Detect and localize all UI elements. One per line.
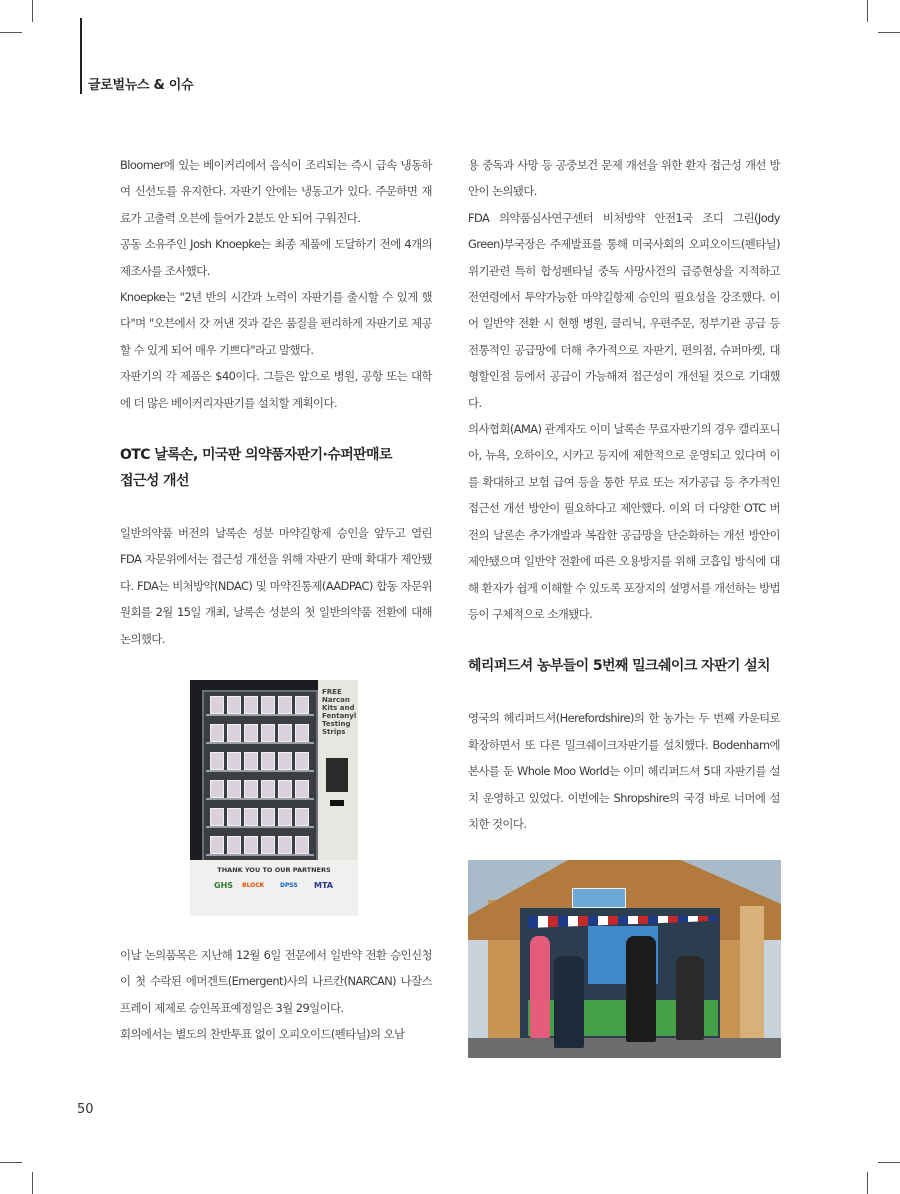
shelf (206, 714, 314, 716)
product-box (261, 696, 275, 714)
product-box (210, 752, 224, 770)
kiosk-post (740, 906, 764, 1038)
product-box (210, 836, 224, 854)
partner-logo: BLOCK (242, 882, 265, 889)
product-box (244, 752, 258, 770)
product-box (295, 808, 309, 826)
product-box (278, 724, 292, 742)
product-box (227, 696, 241, 714)
product-box (261, 724, 275, 742)
paragraph: 일반의약품 버전의 날록손 성분 마약길항제 승인을 앞두고 열린 FDA 자문위에서는 접근성 개선을 위해 자판기 판매 확대가 제안됐다. FDA는 비처방약(NDAC) 및 마약진통제(AADPAC) 합동 자문위원회를 2월 15일 개최, 날록손 성분의 첫 일반의약품 전환에 대해 논의했다. (120, 526, 432, 646)
partner-logo: GHS (214, 881, 234, 890)
product-box (295, 724, 309, 742)
left-column-continued (120, 942, 432, 1048)
partner-logo: DPSS (280, 882, 298, 889)
product-box (227, 808, 241, 826)
section-heading (120, 442, 432, 494)
product-box (295, 696, 309, 714)
page-number: 50 (77, 1102, 94, 1117)
naloxone-vending-machine-photo (190, 680, 358, 916)
header-bar (80, 18, 82, 94)
product-box (278, 696, 292, 714)
person (626, 936, 656, 1042)
shelf (206, 770, 314, 772)
heading-line: OTC 날록손, 미국판 의약품자판기·슈퍼판매로 (120, 447, 392, 464)
crop-mark (878, 1162, 900, 1163)
crop-mark (32, 0, 33, 22)
paragraph: 공동 소유주인 Josh Knoepke는 최종 제품에 도달하기 전에 4개의 제조사를 조사했다. (120, 237, 432, 278)
heading-line: 접근성 개선 (120, 473, 189, 490)
paragraph: 용 중독과 사망 등 공중보건 문제 개선을 위한 환자 접근성 개선 방안이 논의됐다. (468, 158, 780, 199)
crop-mark (0, 32, 22, 33)
section-title: 글로벌뉴스 & 이슈 (88, 78, 194, 93)
product-box (278, 808, 292, 826)
product-box (278, 752, 292, 770)
product-box (210, 780, 224, 798)
person (676, 956, 704, 1040)
shelf (206, 826, 314, 828)
partner-logo: MTA (314, 881, 333, 890)
kiosk-sign (572, 888, 626, 908)
shelf (206, 742, 314, 744)
paragraph: FDA 의약품심사연구센터 비처방약 안전1국 조디 그린(Jody Green)부국장은 주제발표를 통해 미국사회의 오피오이드(펜타닐) 위기관련 특히 합성펜타닐 중독 사망사건의 급증현상을 지적하고 전연령에서 투약가능한 마약길항제 승인의 필요성을 강조했다. 이어 일반약 전환 시 현행 병원, 클리닉, 우편주문, 정부기관 공급 등 전통적인 공급망에 더해 추가적으로 자판기, 편의점, 슈퍼마켓, 대형할인점 등에서 공급이 가능해져 접근성이 개선될 것으로 기대했다. (468, 210, 780, 410)
product-box (244, 836, 258, 854)
section-heading: 헤리퍼드셔 농부들이 5번째 밀크쉐이크 자판기 설치 (468, 658, 770, 675)
paragraph: 이날 논의품목은 지난해 12월 6일 전문에서 일반약 전환 승인신청이 첫 수락된 에머겐트(Emergent)사의 나르칸(NARCAN) 나잘스프레이 제제로 승인목표예정일은 3월 29일이다. (120, 948, 432, 1015)
product-box (261, 808, 275, 826)
product-box (295, 752, 309, 770)
product-box (261, 780, 275, 798)
person (554, 956, 584, 1048)
left-column (120, 152, 432, 652)
paragraph: 자판기의 각 제품은 $40이다. 그들은 앞으로 병원, 공항 또는 대학에 더 많은 베이커리자판기를 설치할 계획이다. (120, 369, 432, 410)
shelf (206, 854, 314, 856)
paragraph: 회의에서는 별도의 찬반투표 없이 오피오이드(펜타닐)의 오남 (120, 1027, 405, 1042)
product-box (210, 808, 224, 826)
paragraph: Bloomer에 있는 베이커리에서 음식이 조리되는 즉시 급속 냉동하여 신선도를 유지한다. 자판기 안에는 냉동고가 있다. 주문하면 재료가 고출력 오븐에 들어가 2분도 안 되어 구워진다. (120, 158, 432, 225)
product-box (244, 696, 258, 714)
paragraph: 의사협회(AMA) 관계자도 이미 날록손 무료자판기의 경우 캘리포니아, 뉴욕, 오하이오, 시카고 등지에 제한적으로 운영되고 있다며 이를 확대하고 보험 급여 등을 통한 무료 또는 저가공급 등 추가적인 접근선 개선 방안이 필요하다고 제안했다. 이외 더 다양한 OTC 버전의 날론손 추가개발과 복잡한 공급망을 단순화하는 개선 방안이 제안됐으며 일반약 전환에 따른 오용방지를 위해 코흡입 방식에 대해 환자가 쉽게 이해할 수 있도록 포장지의 설명서를 개선하는 방법 등이 구체적으로 소개됐다. (468, 422, 780, 621)
product-box (278, 836, 292, 854)
product-box (295, 780, 309, 798)
machine-glass (202, 690, 318, 864)
paragraph: 영국의 헤리퍼드셔(Herefordshire)의 한 농가는 두 번째 카운티로 확장하면서 또 다른 밀크쉐이크자판기를 설치했다. Bodenham에 본사를 둔 Whole Moo World는 이미 헤리퍼드셔 5대 자판기를 설치 운영하고 있었다. 이번에는 Shropshire의 국경 바로 너머에 설치한 것이다. (468, 711, 780, 831)
crop-mark (878, 32, 900, 33)
shelf (206, 798, 314, 800)
product-box (227, 836, 241, 854)
product-box (244, 780, 258, 798)
product-box (244, 724, 258, 742)
card-slot (330, 800, 344, 806)
product-box (227, 724, 241, 742)
machine-side-text: FREE Narcan Kits and Fentanyl Testing Strips (322, 688, 357, 736)
product-box (227, 780, 241, 798)
ground (468, 1038, 781, 1058)
product-box (210, 724, 224, 742)
crop-mark (32, 1172, 33, 1194)
partners-text: THANK YOU TO OUR PARTNERS (217, 866, 331, 874)
product-box (295, 836, 309, 854)
product-box (278, 780, 292, 798)
product-box (261, 836, 275, 854)
product-box (227, 752, 241, 770)
paragraph: Knoepke는 "2년 반의 시간과 노력이 자판기를 출시할 수 있게 했다"며 "오븐에서 갓 꺼낸 것과 같은 품질을 편리하게 자판기로 제공할 수 있게 되어 매우 기쁘다"라고 말했다. (120, 290, 432, 357)
right-column (468, 152, 780, 837)
person (530, 936, 550, 1038)
keypad (326, 758, 348, 792)
product-box (210, 696, 224, 714)
crop-mark (867, 0, 868, 22)
product-box (244, 808, 258, 826)
milkshake-kiosk-photo (468, 860, 781, 1058)
crop-mark (867, 1172, 868, 1194)
crop-mark (0, 1162, 22, 1163)
product-box (261, 752, 275, 770)
